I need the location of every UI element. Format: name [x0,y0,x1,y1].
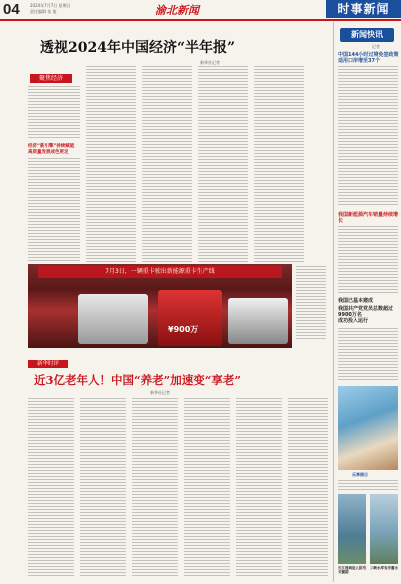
lead-column-1 [28,86,80,140]
bottom-left-caption: 长江流域进入防汛关键期 [338,566,366,574]
lead-photo [28,264,292,348]
brief2-title: 我国新能源汽车销量持续增长 [338,212,399,224]
masthead: 渝北新闻 [155,4,199,17]
holiday-photo-caption [338,480,398,490]
news-brief-by: 记者 [372,44,380,49]
news-brief-badge [340,28,394,42]
lower-column-2 [80,398,126,578]
page-number: 04 [3,1,20,18]
lead-column-2 [86,66,136,262]
photo-banner [38,266,282,278]
photo-banner-text: 7月3日，一辆重卡驶出新能源重卡生产线 [105,268,215,275]
lead-column-4 [198,66,248,262]
brief1-body [338,66,398,206]
photo-truck-3 [228,298,288,344]
photo-badge: ¥900万 [168,325,199,334]
lead-kicker-box [30,74,72,83]
holiday-photo-label: 乐享假日 [352,472,368,477]
bottom-photo-left [338,494,366,564]
lower-column-6 [288,398,328,578]
bottom-photo-right [370,494,398,564]
right-column-divider [333,22,334,582]
brief1-title: 中国144小时过境免签政策适用口岸增至37个 [338,52,399,64]
lead-headline: 透视2024年中国经济“半年报” [40,40,236,56]
photo-truck-1 [78,294,148,344]
lower-kicker: 新华时评 [36,361,59,367]
brief4-title: 我国共产党党员总数超过9900万名 [338,306,394,318]
header-rule [0,19,401,21]
lower-column-1 [28,398,74,578]
photo-truck-2 [158,290,222,346]
lower-kicker-box [28,360,68,368]
lead-column-5 [254,66,304,262]
lead-byline: 新华社记者 [200,60,220,65]
lead-column-1b [28,158,80,262]
bottom-right-caption: 三峡水库有序蓄水 [370,566,398,570]
brief4-body [338,328,398,382]
section-title: 时事新闻 [337,2,390,16]
date-line: 2024年7月7日 星期日 [30,3,71,8]
lower-byline: 新华社记者 [150,390,170,395]
lead-kicker: 聚焦经济 [38,75,63,82]
lower-headline: 近3亿老年人！中国“养老”加速变“享老” [34,373,241,387]
lead-column-3 [142,66,192,262]
lower-column-5 [236,398,282,578]
news-brief-label: 新闻快讯 [351,30,383,39]
lead-subhead: 经济“新引擎”持续赋能 高质量发展成色更足 [28,144,75,155]
section-title-box [326,0,401,18]
brief4-sub: 成功投入运行 [338,318,369,324]
brief2-body [338,226,398,294]
lower-column-3 [132,398,178,578]
editor-line: 责任编辑 张 旭 [30,9,57,14]
photo-side-caption [296,266,326,340]
lower-column-4 [184,398,230,578]
brief3-title: 我国已基本建成 [338,298,374,304]
holiday-photo [338,386,398,470]
